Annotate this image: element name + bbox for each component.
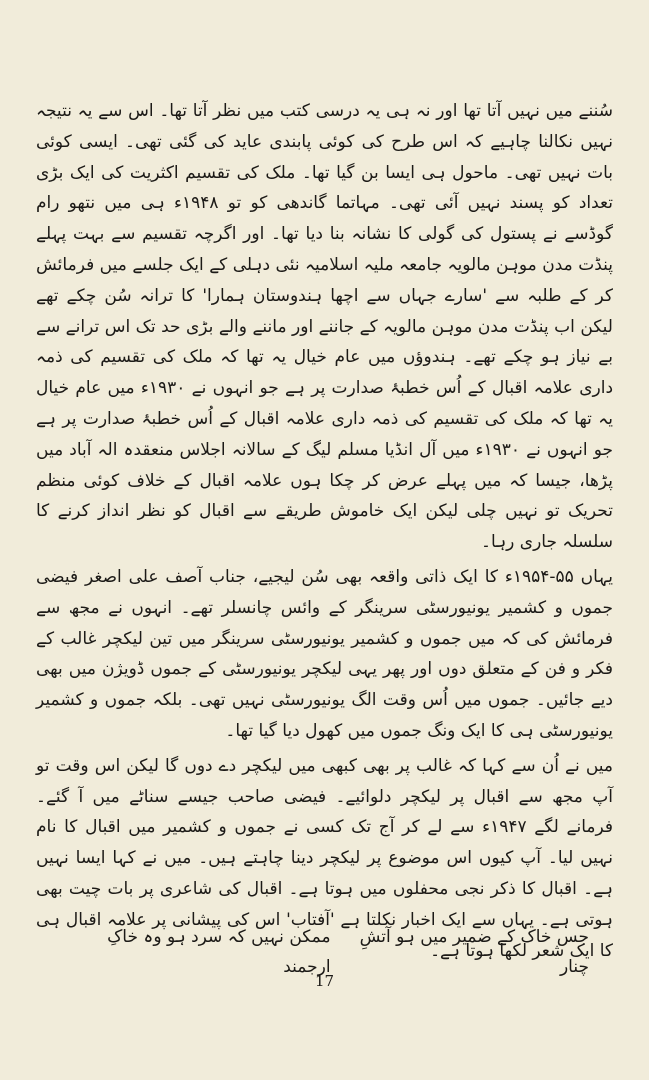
text-line: اکثریت کی ایک بڑی تعداد کو پسند نہیں آئی تھی۔ مہاتما گاندھی کو تو ۱۹۴۸ء ہی میں نتھو رام گوڈسے نے <box>36 162 613 245</box>
text-line: یونیورسٹی سرینگر کے وائس چانسلر تھے۔ انہوں نے مجھ سے فرمائش کی کہ میں جموں و کشمیر یونیورسٹی <box>36 597 613 649</box>
text-line: پر لیکچر دلوائیے۔ فیضی صاحب جیسے سناٹے میں آ گئے۔ فرمانے لگے ۱۹۴۷ء سے لے کر آج تک کسی نے جموں و کشمیر <box>36 786 614 838</box>
text-line: یہاں ۵۵-۱۹۵۴ء کا ایک ذاتی واقعہ بھی سُن لیجیے، جناب آصف علی اصغر فیضی جموں و کشمیر <box>36 566 613 618</box>
text-line: علامہ اقبال کے اُس خطبۂ صدارت پر ہے جو انہوں نے ۱۹۳۰ء میں عام خیال یہ تھا کہ ملک کی تقسیم <box>36 378 614 429</box>
page-number: 17 <box>314 972 335 990</box>
text-line: ہمارا' کا ترانہ سُن چکے تھے لیکن اب پنڈت مدن موہن مالویہ کے جاننے اور ماننے والے بڑی حد تک <box>36 285 613 337</box>
paragraph <box>36 562 613 747</box>
text-line: اس ترانے سے بے نیاز ہو چکے تھے۔ ہندوؤں میں عام خیال یہ تھا کہ ملک کی تقسیم کی ذمہ داری <box>36 316 614 399</box>
text-line: جائیں۔ جموں میں اُس وقت الگ یونیورسٹی نہیں تھی۔ بلکہ جموں و کشمیر یونیورسٹی ہی کا ایک ونگ جموں <box>36 690 613 741</box>
text-line: کی ذمہ داری علامہ اقبال کے اُس خطبۂ صدارت پر ہے جو انہوں نے ۱۹۳۰ء میں آل انڈیا مسلم لیگ کے <box>36 408 613 460</box>
paragraph <box>36 96 613 558</box>
text-line: میں اقبال کا نام نہیں لیا۔ آپ کیوں اس موضوع پر لیکچر دینا چاہتے ہیں۔ میں نے کہا ایسا نہیں ہے۔ <box>36 817 613 899</box>
text-line: میں کھول دیا گیا تھا۔ <box>225 720 375 741</box>
text-line: اقبال کا ذکر نجی محفلوں میں ہوتا ہے۔ اقبال کی شاعری پر بات چیت بھی ہوتی ہے۔ یہاں سے ایک <box>36 878 614 930</box>
verse-second-hemistich: ممکن نہیں کہ سرد ہو وہ خاکِ ارجمند <box>107 927 331 977</box>
text-line: اخبار نکلتا ہے 'آفتاب' اس کی پیشانی پر علامہ اقبال ہی کا ایک شعر لکھا ہوتا ہے۔ <box>36 909 613 961</box>
verse-first-hemistich: جس خاک کے ضمیر میں ہو آتشِ چنار <box>359 927 589 977</box>
text-line: تحریک تو نہیں چلی لیکن ایک خاموش طریقے سے اقبال کو نظر انداز کرنے کا سلسلہ جاری رہا۔ <box>36 501 613 553</box>
body-text <box>36 96 613 966</box>
text-line: میں نے اُن سے کہا کہ غالب پر بھی کبھی میں لیکچر دے دوں گا لیکن اس وقت تو آپ مجھ سے اقبال <box>36 755 613 807</box>
text-line: ملیہ اسلامیہ نئی دہلی کے ایک جلسے میں فرمائش کر کے طلبہ سے 'سارے جہاں سے اچھا ہندوستان <box>36 254 614 306</box>
text-line: سُننے میں نہیں آتا تھا اور نہ ہی یہ درسی کتب میں نظر آتا تھا۔ اس سے یہ نتیجہ نہیں نکالنا چاہیے <box>36 101 613 152</box>
text-line: کہ اس طرح کی کوئی پابندی عاید کی گئی تھی۔ ایسی کوئی بات نہیں تھی۔ ماحول ہی ایسا بن گیا تھا۔ ملک کی تقسیم <box>36 131 614 183</box>
text-line: پستول کی گولی کا نشانہ بنا دیا تھا۔ اور اگرچہ تقسیم سے بہت پہلے پنڈت مدن موہن مالویہ جامعہ <box>36 224 613 275</box>
text-line: سرینگر میں تین لیکچر غالب کے فکر و فن کے متعلق دوں اور پھر یہی لیکچر یونیورسٹی کے جموں ڈویژن میں بھی دیے <box>36 628 613 711</box>
text-line: سالانہ اجلاس منعقدہ الہ آباد میں پڑھا، جیسا کہ میں پہلے عرض کر چکا ہوں علامہ اقبال کے خلاف کوئی منظم <box>36 439 613 491</box>
